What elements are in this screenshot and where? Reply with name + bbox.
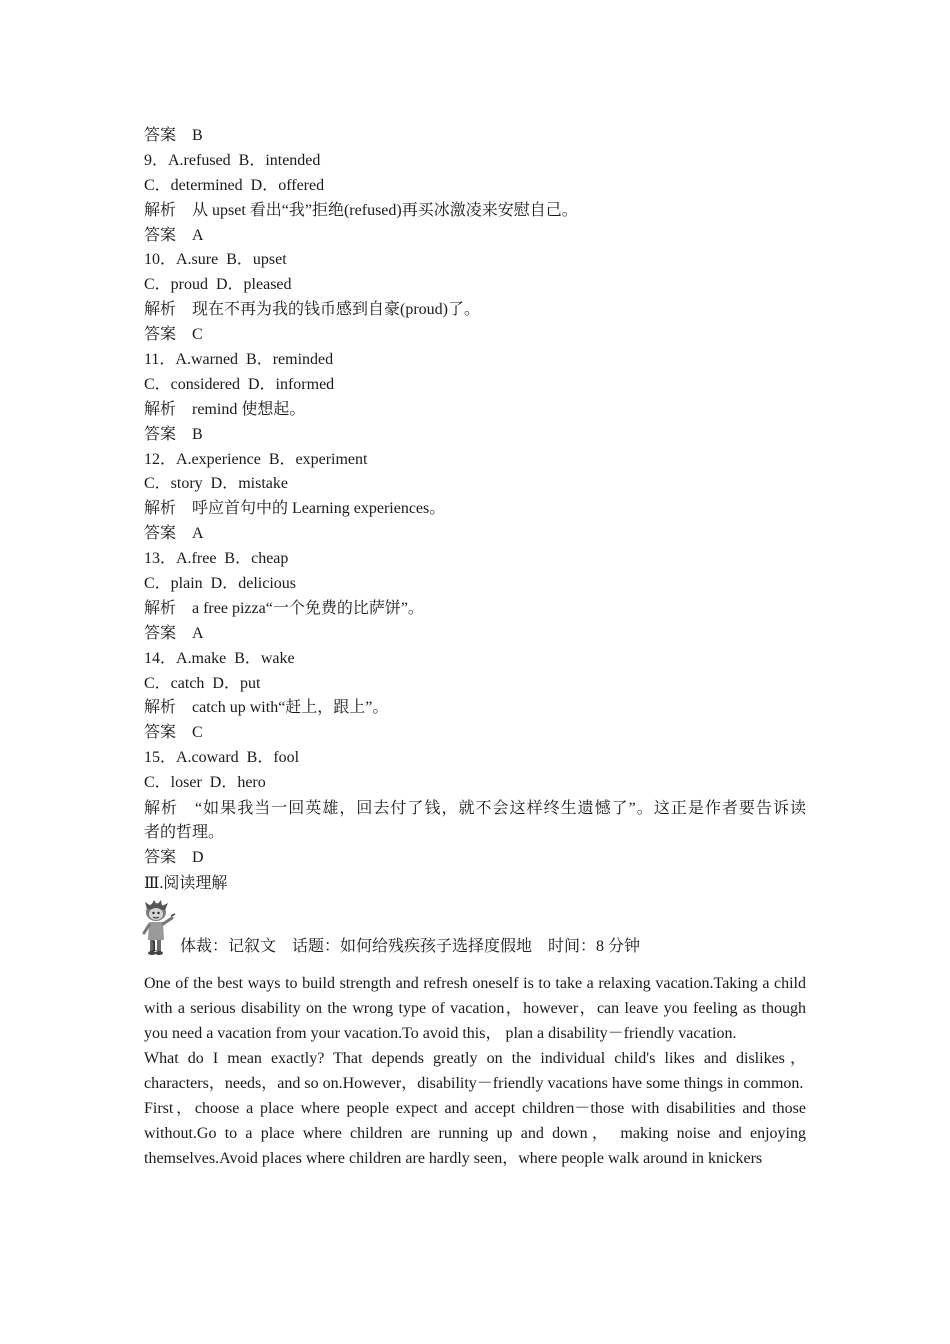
mascot-icon: [142, 900, 176, 956]
text-line: C．proud D．pleased: [144, 276, 292, 294]
text-line: 答案 A: [144, 624, 204, 642]
reading-meta: 体裁：记叙文 话题：如何给残疾孩子选择度假地 时间：8 分钟: [180, 937, 641, 955]
text-line: C．loser D．hero: [144, 774, 266, 792]
text-line: 15．A.coward B．fool: [144, 749, 300, 767]
text-line: 解析 从 upset 看出“我”拒绝(refused)再买冰激凌来安慰自己。: [144, 201, 578, 219]
text-line: 解析 呼应首句中的 Learning experiences。: [144, 500, 446, 518]
text-line: C．plain D．delicious: [144, 575, 296, 593]
text-line: 12．A.experience B．experiment: [144, 450, 368, 468]
text-line: 13．A.free B．cheap: [144, 550, 289, 568]
answer-15: 答案 D: [144, 848, 204, 866]
text-line: 11．A.warned B．reminded: [144, 351, 334, 369]
analysis-15-line2: 者的哲理。: [144, 824, 225, 842]
text-line: 答案 A: [144, 525, 204, 543]
analysis-15-line1: 解析 “如果我当一回英雄，回去付了钱，就不会这样终生遗憾了”。这正是作者要告诉读: [144, 800, 806, 818]
text-line: C．catch D．put: [144, 674, 261, 692]
text-line: 10．A.sure B．upset: [144, 251, 287, 269]
text-line: 解析 remind 使想起。: [144, 400, 306, 418]
text-line: 解析 现在不再为我的钱币感到自豪(proud)了。: [144, 301, 480, 319]
answer-key: [144, 124, 806, 971]
text-line: 答案 B: [144, 127, 203, 144]
text-line: 解析 a free pizza“一个免费的比萨饼”。: [144, 599, 424, 617]
reading-passage: [144, 971, 806, 1171]
passage-paragraph: First，choose a place where people expect and accept children－those with disabilities and those without.Go to a place where children are running up and down， making noise and enjoying themselves.Avoid places where children are hardly seen，where people walk around in knickers: [144, 1100, 806, 1167]
text-line: 答案 A: [144, 226, 204, 244]
text-line: 14．A.make B．wake: [144, 649, 295, 667]
reading-number: 1: [150, 937, 158, 955]
passage-paragraph: What do I mean exactly? That depends greatly on the individual child's likes and dislikes，characters，needs，and so on.However，disability－friendly vacations have some things in common.: [144, 1050, 806, 1092]
text-line: 答案 C: [144, 724, 203, 742]
section-title: Ⅲ.阅读理解: [144, 874, 228, 892]
passage-paragraph: One of the best ways to build strength and refresh oneself is to take a relaxing vacation.Taking a child with a serious disability on the wrong type of vacation，however，can leave you feeling as though you need a vacation from your vacation.To avoid this， plan a disability－friendly vacation.: [144, 975, 806, 1042]
text-line: 答案 B: [144, 425, 203, 443]
text-line: 解析 catch up with“赶上，跟上”。: [144, 699, 389, 717]
reading-header: [144, 896, 806, 971]
text-line: 答案 C: [144, 326, 203, 344]
text-line: 9．A.refused B．intended: [144, 151, 321, 169]
text-line: C．considered D．informed: [144, 375, 335, 393]
text-line: C．story D．mistake: [144, 475, 288, 493]
text-line: C．determined D．offered: [144, 176, 325, 194]
